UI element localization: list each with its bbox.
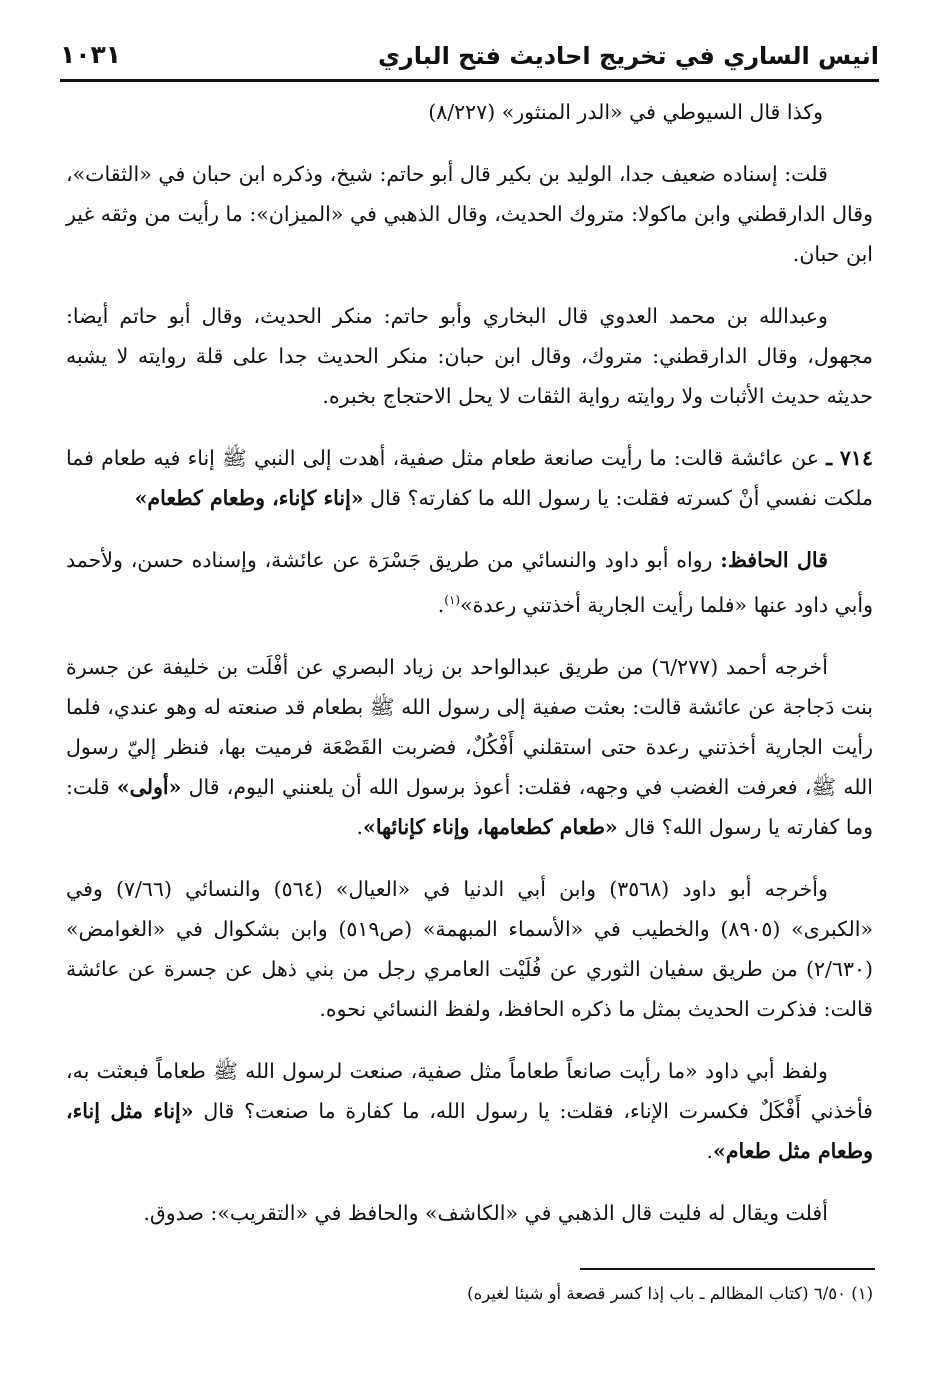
paragraph-walid: قلت: إسناده ضعيف جدا، الوليد بن بكير قال أبو حاتم: شيخ، وذكره ابن حبان في «الثقات»، وقال الدارقطني وابن ماكولا: متروك الحديث، وقال الذهبي في «الميزان»: ما رأيت من وثقه غير ابن حبان. — [66, 162, 873, 266]
page-header — [60, 38, 879, 78]
paragraph-aflat: أفلت ويقال له فليت قال الذهبي في «الكاشف» والحافظ في «التقريب»: صدوق. — [143, 1200, 828, 1225]
ahmad-bold-awla: «أولى» — [116, 774, 182, 799]
paragraph-hafiz — [66, 540, 873, 625]
hadith-number: ٧١٤ ـ — [826, 446, 873, 470]
hadith-bold-text: «إناء كإناء، وطعام كطعام» — [134, 486, 364, 510]
ahmad-bold-answer: «طعام كطعامها، وإناء كإنائها» — [363, 814, 618, 839]
paragraph-abudawud-takhrij: وأخرجه أبو داود (٣٥٦٨) وابن أبي الدنيا في «العيال» (٥٦٤) والنسائي (٧/٦٦) وفي «الكبرى» (٨٩٠٥) والخطيب في «الأسماء المبهمة» (ص٥١٩) وابن بشكوال في «الغوامض» (٢/٦٣٠) من طريق سفيان الثوري عن فُلَيْت العامري رجل من بني ذهل عن جسرة عن عائشة قالت: فذكرت الحديث بمثل ما ذكره الحافظ، ولفظ النسائي نحوه. — [66, 876, 873, 1021]
ahmad-mid: قلت: وما كفارته يا رسول الله؟ قال — [66, 774, 873, 839]
paragraph-ahmad — [66, 647, 873, 847]
hadith-714 — [66, 438, 873, 518]
paragraph-suyuti: وكذا قال السيوطي في «الدر المنثور» (٨/٢٢٧) — [428, 100, 823, 124]
abudawud-end: . — [706, 1138, 714, 1163]
ahmad-end: . — [356, 814, 363, 839]
footnote-ref: (١) — [444, 593, 461, 607]
hafiz-end: . — [437, 592, 445, 617]
ahmad-text: أخرجه أحمد (٦/٢٧٧) من طريق عبدالواحد بن زياد البصري عن أفْلَت بن خليفة عن جسرة بنت دَجاجة عن عائشة قالت: بعثت صفية إلى رسول الله ﷺ بطعام قد صنعته له وهو عندي، فلما رأيت الجارية أخذتني رعدة حتى استقلني أَفْكُلٌ، فضربت القَصْعَة فرميت بها، فنظر إليّ رسول الله ﷺ، فعرفت الغضب في وجهه، فقلت: أعوذ برسول الله أن يلعنني اليوم، قال — [66, 654, 873, 799]
abudawud-bold: «إناء مثل إناء، وطعام مثل طعام» — [66, 1098, 873, 1163]
paragraph-abudawud-wording — [66, 1051, 873, 1171]
header-rule — [60, 79, 879, 82]
page-number: ١٠٣١ — [60, 40, 122, 69]
book-title: انيس الساري في تخريج احاديث فتح الباري — [377, 42, 879, 70]
page-body — [66, 92, 873, 1255]
footnote-rule — [580, 1268, 875, 1270]
hafiz-label: قال الحافظ: — [720, 548, 828, 572]
hadith-text: عن عائشة قالت: ما رأيت صانعة طعام مثل صفية، أهدت إلى النبي ﷺ إناء فيه طعام فما ملكت نفسي أنْ كسرته فقلت: يا رسول الله ما كفارته؟ قال — [66, 446, 873, 510]
footnote: (١) ٦/٥٠ (كتاب المظالم ـ باب إذا كسر قصعة أو شيئا لغيره) — [467, 1284, 873, 1303]
paragraph-adawi: وعبدالله بن محمد العدوي قال البخاري وأبو حاتم: منكر الحديث، وقال أبو حاتم أيضا: مجهول، وقال الدارقطني: متروك، وقال ابن حبان: منكر الحديث جدا على قلة روايته لا يشبه حديثه حديث الأثبات ولا روايته رواية الثقات لا يحل الاحتجاج بخبره. — [66, 304, 873, 408]
hafiz-text: رواه أبو داود والنسائي من طريق جَسْرَة عن عائشة، وإسناده حسن، ولأحمد وأبي داود عنها «فلما رأيت الجارية أخذتني رعدة» — [66, 548, 873, 617]
abudawud-text: ولفظ أبي داود «ما رأيت صانعاً طعاماً مثل صفية، صنعت لرسول الله ﷺ طعاماً فبعثت به، فأخذني أَفْكَلٌ فكسرت الإناء، فقلت: يا رسول الله، ما كفارة ما صنعت؟ قال — [66, 1058, 873, 1123]
